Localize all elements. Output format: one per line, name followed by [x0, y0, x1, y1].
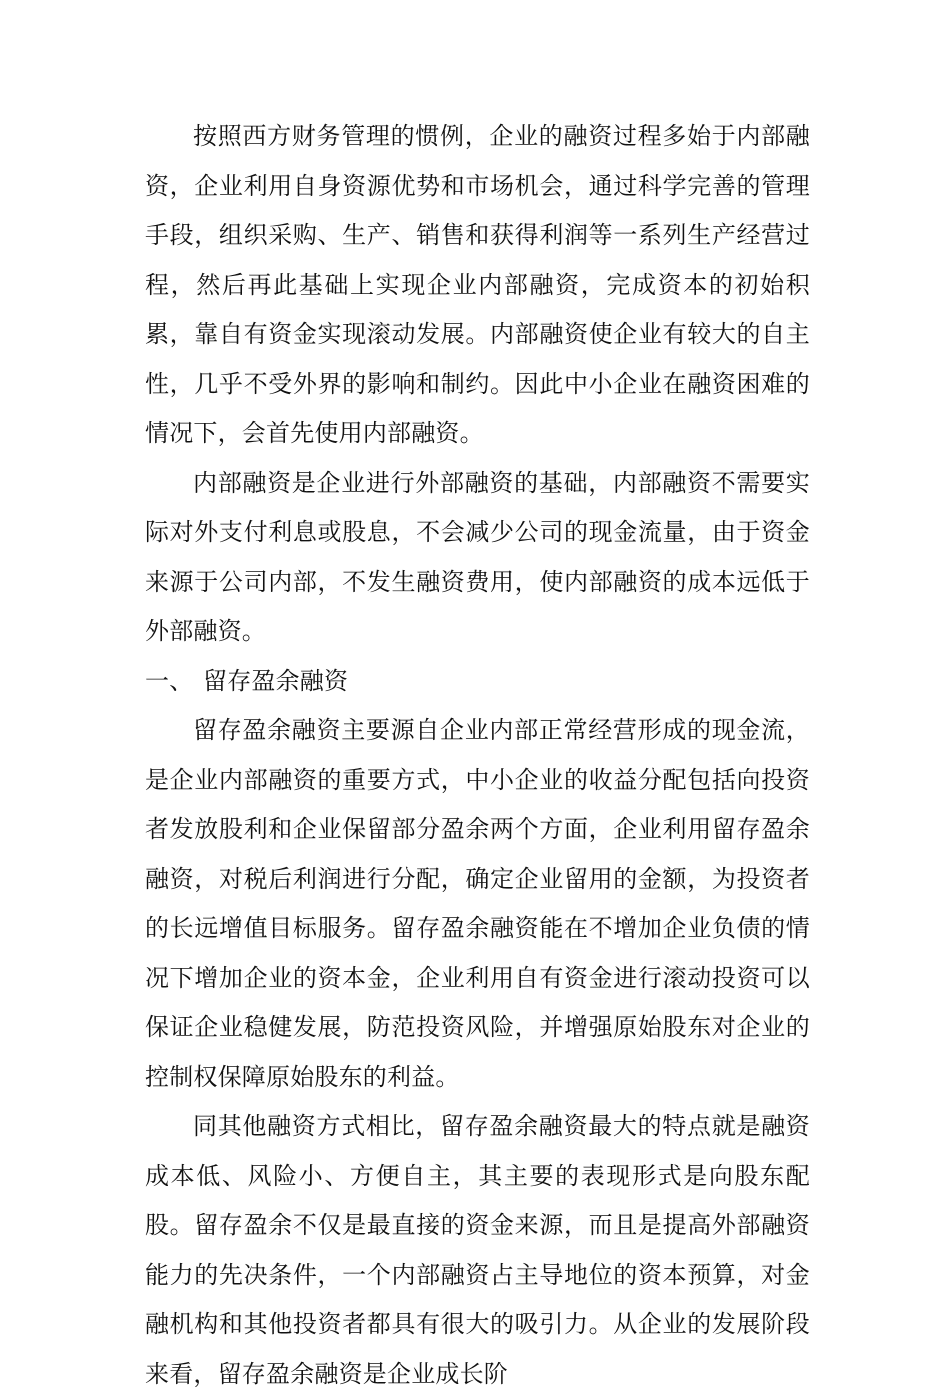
section-heading — [145, 657, 810, 707]
paragraph: 内部融资是企业进行外部融资的基础，内部融资不需要实际对外支付利息或股息，不会减少公司的现金流量，由于资金来源于公司内部，不发生融资费用，使内部融资的成本远低于外部融资。 — [145, 468, 810, 645]
section-title: 留存盈余融资 — [203, 666, 349, 695]
paragraph: 留存盈余融资主要源自企业内部正常经营形成的现金流，是企业内部融资的重要方式，中小企业的收益分配包括向投资者发放股利和企业保留部分盈余两个方面，企业利用留存盈余融资，对税后利润进行分配，确定企业留用的金额，为投资者的长远增值目标服务。留存盈余融资能在不增加企业负债的情况下增加企业的资本金，企业利用自有资金进行滚动投资可以保证企业稳健发展，防范投资风险，并增强原始股东对企业的控制权保障原始股东的利益。 — [145, 716, 810, 1091]
section-number: 一、 — [145, 666, 194, 695]
document-body — [145, 112, 810, 1399]
paragraph: 按照西方财务管理的惯例，企业的融资过程多始于内部融资，企业利用自身资源优势和市场机会，通过科学完善的管理手段，组织采购、生产、销售和获得利润等一系列生产经营过程，然后再此基础上实现企业内部融资，完成资本的初始积累，靠自有资金实现滚动发展。内部融资使企业有较大的自主性，几乎不受外界的影响和制约。因此中小企业在融资困难的情况下，会首先使用内部融资。 — [145, 122, 810, 447]
paragraph: 同其他融资方式相比，留存盈余融资最大的特点就是融资成本低、风险小、方便自主，其主要的表现形式是向股东配股。留存盈余不仅是最直接的资金来源，而且是提高外部融资能力的先决条件，一个内部融资占主导地位的资本预算，对金融机构和其他投资者都具有很大的吸引力。从企业的发展阶段来看，留存盈余融资是企业成长阶 — [145, 1112, 810, 1388]
